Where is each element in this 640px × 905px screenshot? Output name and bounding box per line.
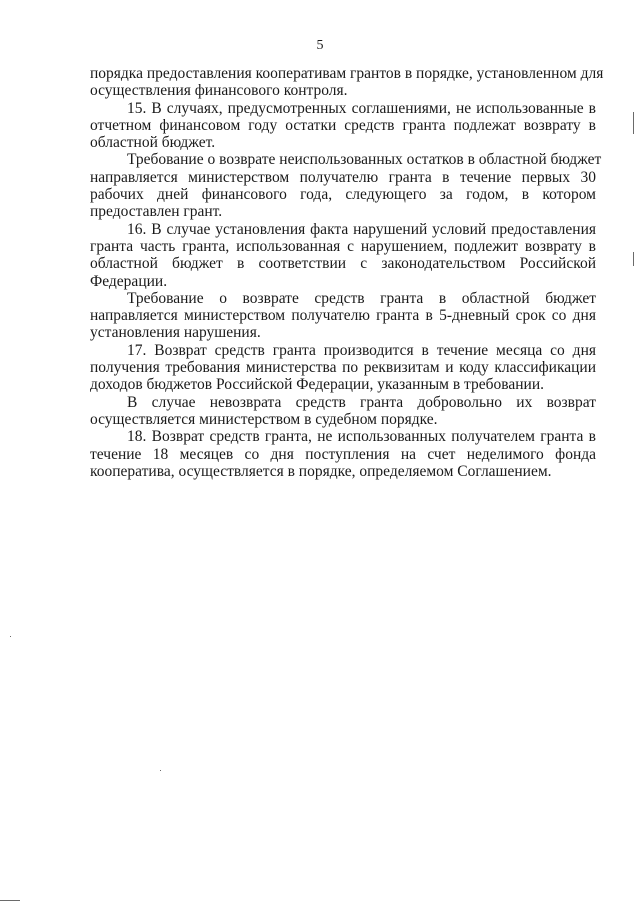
paragraph-line: В случае невозврата средств гранта добровольно их возврат xyxy=(127,393,596,411)
paragraph-line: областной бюджет. xyxy=(90,134,216,152)
paragraph-line: доходов бюджетов Российской Федерации, указанным в требовании. xyxy=(90,376,545,394)
paragraph-line: порядка предоставления кооперативам грантов в порядке, установленном для xyxy=(90,65,604,82)
document-body xyxy=(90,65,604,480)
paragraph-line: предоставлен грант. xyxy=(90,203,223,221)
paragraph-line: 17. Возврат средств гранта производится в течение месяца со дня xyxy=(127,341,596,359)
scan-mark xyxy=(0,900,20,901)
paragraph-line: осуществляется министерством в судебном порядке. xyxy=(90,410,438,428)
paragraph-line: 16. В случае установления факта нарушений условий предоставления xyxy=(127,220,596,238)
scan-mark xyxy=(633,252,634,266)
paragraph-line: Требование о возврате средств гранта в областной бюджет xyxy=(127,289,596,307)
paragraph-line: 18. Возврат средств гранта, не использованных получателем гранта в xyxy=(127,428,596,446)
paragraph xyxy=(90,342,596,394)
paragraph-line: направляется министерством получателю гранта в течение первых 30 xyxy=(90,168,596,186)
paragraph-line: 15. В случаях, предусмотренных соглашениями, не использованные в xyxy=(127,99,596,117)
paragraph xyxy=(90,221,596,290)
paragraph xyxy=(90,100,596,152)
paragraph-line: Федерации. xyxy=(90,272,168,290)
scan-mark xyxy=(633,112,634,134)
paragraph-line: гранта часть гранта, использованная с нарушением, подлежит возврату в xyxy=(90,237,596,255)
paragraph xyxy=(90,394,596,429)
paragraph-line: областной бюджет в соответствии с законодательством Российской xyxy=(90,255,596,273)
scan-mark xyxy=(160,770,161,771)
paragraph xyxy=(90,290,596,342)
paragraph-line: получения требования министерства по реквизитам и коду классификации xyxy=(90,359,596,377)
paragraph-line: рабочих дней финансового года, следующего за годом, в котором xyxy=(90,186,596,204)
paragraph-line: отчетном финансовом году остатки средств гранта подлежат возврату в xyxy=(90,116,596,134)
scan-mark xyxy=(10,636,11,637)
paragraph xyxy=(90,151,602,221)
paragraph-line: осуществления финансового контроля. xyxy=(90,82,348,100)
page-number: 5 xyxy=(316,38,324,53)
paragraph xyxy=(90,65,604,100)
paragraph xyxy=(90,428,596,480)
paragraph-line: течение 18 месяцев со дня поступления на счет неделимого фонда xyxy=(90,445,596,463)
paragraph-line: кооператива, осуществляется в порядке, определяемом Соглашением. xyxy=(90,462,552,480)
paragraph-line: Требование о возврате неиспользованных остатков в областной бюджет xyxy=(127,151,602,169)
paragraph-line: направляется министерством получателю гранта в 5-дневный срок со дня xyxy=(90,307,596,325)
paragraph-line: установления нарушения. xyxy=(90,324,261,342)
